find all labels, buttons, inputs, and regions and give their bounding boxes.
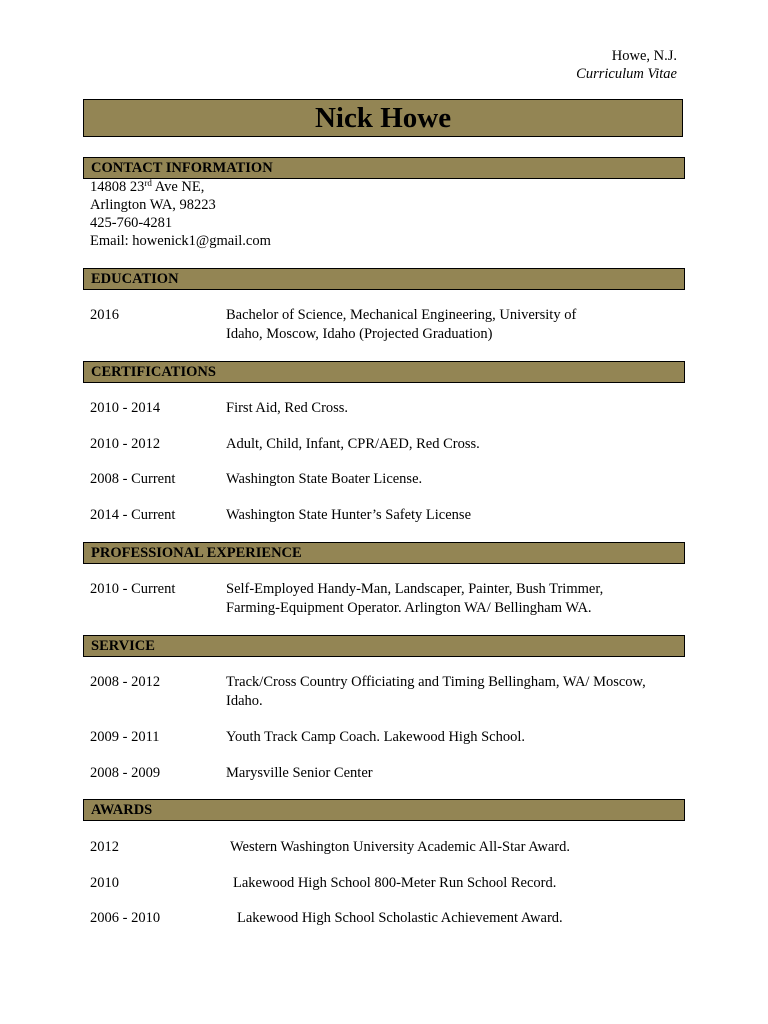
entry-description: Washington State Boater License.: [226, 471, 423, 487]
contact-email: Email: howenick1@gmail.com: [90, 233, 271, 249]
section-education-heading: EDUCATION: [83, 268, 685, 290]
section-service-heading: SERVICE: [83, 635, 685, 657]
entry-year: 2012: [90, 839, 119, 855]
running-header: [576, 47, 677, 83]
header-subtitle: Curriculum Vitae: [576, 66, 677, 82]
entry-description: Track/Cross Country Officiating and Timing Bellingham, WA/ Moscow, Idaho.: [226, 674, 646, 709]
entry-description: Marysville Senior Center: [226, 765, 373, 781]
entry-year: 2008 - Current: [90, 471, 176, 487]
entry-year: 2010 - Current: [90, 581, 176, 597]
entry-description: Lakewood High School Scholastic Achievement Award.: [237, 910, 563, 926]
entry-description: First Aid, Red Cross.: [226, 400, 349, 416]
entry-description: Youth Track Camp Coach. Lakewood High School.: [226, 729, 525, 745]
full-name: Nick Howe: [314, 101, 452, 134]
section-awards-heading: AWARDS: [83, 799, 685, 821]
section-experience-heading: PROFESSIONAL EXPERIENCE: [83, 542, 685, 564]
entry-year: 2010 - 2014: [90, 400, 161, 416]
entry-description: Adult, Child, Infant, CPR/AED, Red Cross.: [226, 436, 480, 452]
name-banner: [83, 99, 683, 137]
entry-year: 2006 - 2010: [90, 910, 161, 926]
entry-description: Self-Employed Handy-Man, Landscaper, Painter, Bush Trimmer, Farming-Equipment Operator. Arlington WA/ Bellingham WA.: [226, 581, 604, 616]
section-certifications-heading: CERTIFICATIONS: [83, 361, 685, 383]
entry-year: 2009 - 2011: [90, 729, 160, 745]
entry-year: 2010 - 2012: [90, 436, 161, 452]
entry-year: 2010: [90, 875, 119, 891]
contact-address: 14808 23rd Ave NE,: [90, 178, 205, 195]
contact-city: Arlington WA, 98223: [90, 197, 216, 213]
entry-year: 2014 - Current: [90, 507, 176, 523]
section-contact-heading: CONTACT INFORMATION: [83, 157, 685, 179]
entry-description: Western Washington University Academic All-Star Award.: [230, 839, 570, 855]
entry-year: 2008 - 2009: [90, 765, 161, 781]
entry-description: Washington State Hunter’s Safety License: [226, 507, 472, 523]
contact-phone: 425-760-4281: [90, 215, 173, 231]
entry-description: Bachelor of Science, Mechanical Engineering, University of Idaho, Moscow, Idaho (Projected Graduation): [226, 307, 577, 342]
entry-year: 2008 - 2012: [90, 674, 161, 690]
entry-description: Lakewood High School 800-Meter Run School Record.: [233, 875, 557, 891]
header-name: Howe, N.J.: [611, 48, 677, 64]
entry-year: 2016: [90, 307, 119, 323]
